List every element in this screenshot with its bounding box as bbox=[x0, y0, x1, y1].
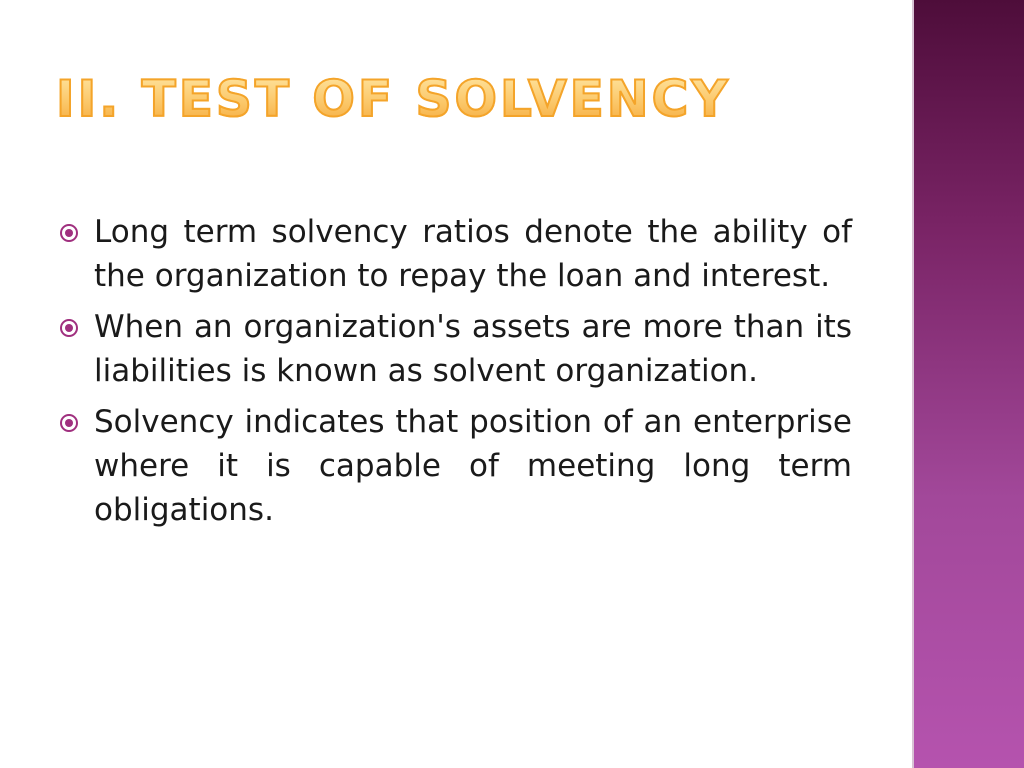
side-band-edge bbox=[912, 0, 914, 768]
bullet-text-3: Solvency indicates that position of an enterprise where it is capable of meeting long term obligations. bbox=[94, 404, 852, 528]
bullet-text-2: When an organization's assets are more than its liabilities is known as solvent organization. bbox=[94, 309, 852, 389]
bullet-item-2 bbox=[60, 305, 852, 393]
circled-dot-bullet-icon bbox=[60, 224, 78, 242]
bullet-text-1: Long term solvency ratios denote the ability of the organization to repay the loan and interest. bbox=[94, 214, 852, 294]
bullet-item-1 bbox=[60, 210, 852, 298]
circled-dot-bullet-icon bbox=[60, 414, 78, 432]
circled-dot-bullet-icon bbox=[60, 319, 78, 337]
bullet-list bbox=[60, 210, 852, 539]
decorative-side-band bbox=[912, 0, 1024, 768]
slide-title: II. TEST OF SOLVENCY bbox=[56, 70, 731, 128]
bullet-item-3 bbox=[60, 400, 852, 532]
